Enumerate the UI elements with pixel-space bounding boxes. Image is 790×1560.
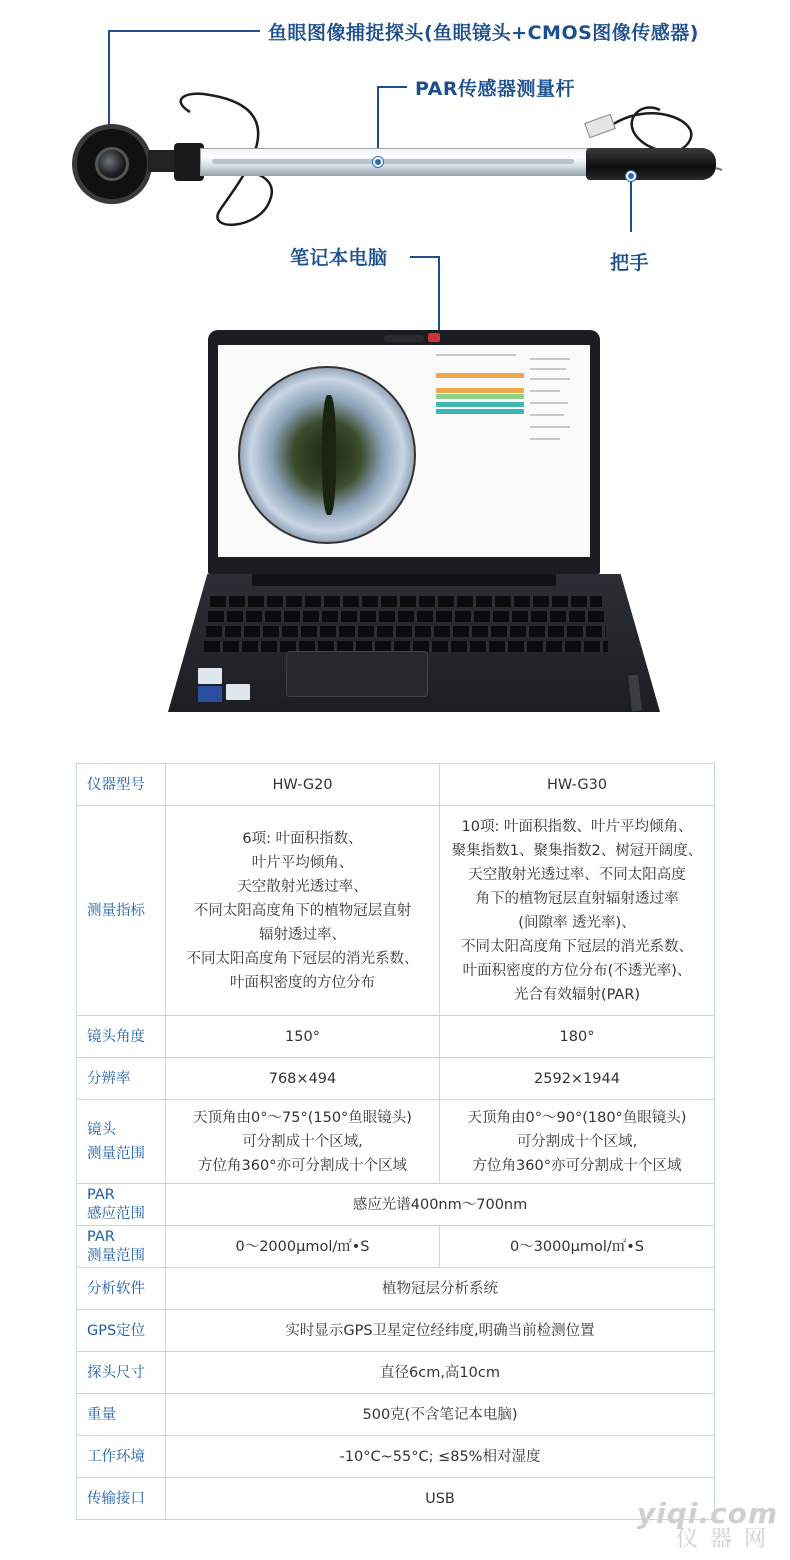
fisheye-lens-inner	[95, 147, 129, 181]
cell-g20-resolution: 768×494	[166, 1058, 440, 1100]
sticker	[226, 684, 250, 700]
panel-line	[530, 358, 570, 360]
product-figure	[0, 0, 790, 730]
table-row-gps	[77, 1310, 715, 1352]
cell-g30-indicators: 10项: 叶面积指数、叶片平均倾角、 聚集指数1、聚集指数2、树冠开阔度、 天空散射光透过率、不同太阳高度 角下的植物冠层直射辐射透过率 (间隙率 透光率)、 不同太阳高度角下冠层的消光系数、 叶面积密度的方位分布(不透光率)、 光合有效辐射(PAR)	[440, 806, 715, 1016]
laptop-hinge	[252, 574, 556, 586]
watermark-domain: yiqi.com	[636, 1497, 778, 1530]
row-label: 分辨率	[77, 1058, 166, 1100]
row-label: 重量	[77, 1394, 166, 1436]
tree-trunk	[322, 395, 336, 515]
webcam-indicator	[428, 333, 440, 342]
callout-par-rod: PAR传感器测量杆	[415, 78, 576, 100]
table-row-par-range	[77, 1226, 715, 1268]
sticker	[198, 686, 222, 702]
table-row-interface	[77, 1478, 715, 1520]
watermark	[636, 1497, 778, 1552]
panel-button-teal	[436, 402, 524, 407]
panel-button-orange	[436, 373, 524, 378]
panel-line	[530, 426, 570, 428]
table-row-model	[77, 764, 715, 806]
cell-g30-lens-angle: 180°	[440, 1016, 715, 1058]
panel-button-orange-2	[436, 388, 524, 393]
panel-line	[530, 368, 566, 370]
row-label: 镜头 测量范围	[77, 1100, 166, 1184]
callout-handle: 把手	[610, 252, 650, 274]
cell-g20-model: HW-G20	[166, 764, 440, 806]
table-row-software	[77, 1268, 715, 1310]
cell-environment: -10°C~55°C; ≤85%相对湿度	[166, 1436, 715, 1478]
panel-line	[436, 354, 516, 356]
row-label: 仪器型号	[77, 764, 166, 806]
cell-g30-model: HW-G30	[440, 764, 715, 806]
keyboard-row	[208, 611, 604, 622]
cell-probe-size: 直径6cm,高10cm	[166, 1352, 715, 1394]
cell-gps: 实时显示GPS卫星定位经纬度,明确当前检测位置	[166, 1310, 715, 1352]
panel-button-teal-2	[436, 409, 524, 414]
table-row-probe-size	[77, 1352, 715, 1394]
cell-g20-par-range: 0～2000μmol/㎡•S	[166, 1226, 440, 1268]
cell-interface: USB	[166, 1478, 715, 1520]
row-label: GPS定位	[77, 1310, 166, 1352]
watermark-brand: 仪器网	[675, 1527, 778, 1552]
table-row-resolution	[77, 1058, 715, 1100]
panel-line	[530, 438, 560, 440]
cell-g30-par-range: 0～3000μmol/㎡•S	[440, 1226, 715, 1268]
row-label: 镜头角度	[77, 1016, 166, 1058]
callout-dot-rod	[373, 157, 383, 167]
cell-g20-lens-range: 天顶角由0°～75°(150°鱼眼镜头) 可分割成十个区域, 方位角360°亦可分割成十个区域	[166, 1100, 440, 1184]
cell-g20-lens-angle: 150°	[166, 1016, 440, 1058]
row-label: 测量指标	[77, 806, 166, 1016]
fisheye-probe	[72, 124, 152, 204]
cell-g20-indicators: 6项: 叶面积指数、 叶片平均倾角、 天空散射光透过率、 不同太阳高度角下的植物冠层直射 辐射透过率、 不同太阳高度角下冠层的消光系数、 叶面积密度的方位分布	[166, 806, 440, 1016]
callout-dot-handle	[626, 171, 636, 181]
row-label: PAR 感应范围	[77, 1184, 166, 1226]
table-row-par-sense	[77, 1184, 715, 1226]
table-row-environment	[77, 1436, 715, 1478]
row-label: 传输接口	[77, 1478, 166, 1520]
keyboard-row	[210, 596, 602, 607]
table-row-weight	[77, 1394, 715, 1436]
sticker	[198, 668, 222, 684]
table-row-lens-angle	[77, 1016, 715, 1058]
panel-line	[530, 414, 564, 416]
cell-g30-lens-range: 天顶角由0°～90°(180°鱼眼镜头) 可分割成十个区域, 方位角360°亦可分割成十个区域	[440, 1100, 715, 1184]
panel-line	[530, 390, 560, 392]
handle-tip	[716, 168, 722, 170]
callout-fisheye-probe: 鱼眼图像捕捉探头(鱼眼镜头+CMOS图像传感器)	[268, 22, 699, 44]
panel-line	[530, 402, 568, 404]
panel-line	[530, 378, 570, 380]
row-label: 工作环境	[77, 1436, 166, 1478]
spec-table	[76, 763, 715, 1520]
webcam-bar	[384, 335, 424, 342]
cell-software: 植物冠层分析系统	[166, 1268, 715, 1310]
callout-laptop: 笔记本电脑	[290, 247, 388, 269]
panel-button-green	[436, 394, 524, 399]
cell-weight: 500克(不含笔记本电脑)	[166, 1394, 715, 1436]
cell-g30-resolution: 2592×1944	[440, 1058, 715, 1100]
row-label: PAR 测量范围	[77, 1226, 166, 1268]
table-row-lens-range	[77, 1100, 715, 1184]
cell-par-sense: 感应光谱400nm～700nm	[166, 1184, 715, 1226]
usb-cable	[612, 107, 691, 151]
row-label: 探头尺寸	[77, 1352, 166, 1394]
rod-handle	[586, 148, 716, 180]
table-row-indicators	[77, 806, 715, 1016]
rod-sensor-slot	[212, 159, 574, 164]
touchpad	[286, 651, 428, 697]
row-label: 分析软件	[77, 1268, 166, 1310]
keyboard-row	[206, 626, 606, 637]
